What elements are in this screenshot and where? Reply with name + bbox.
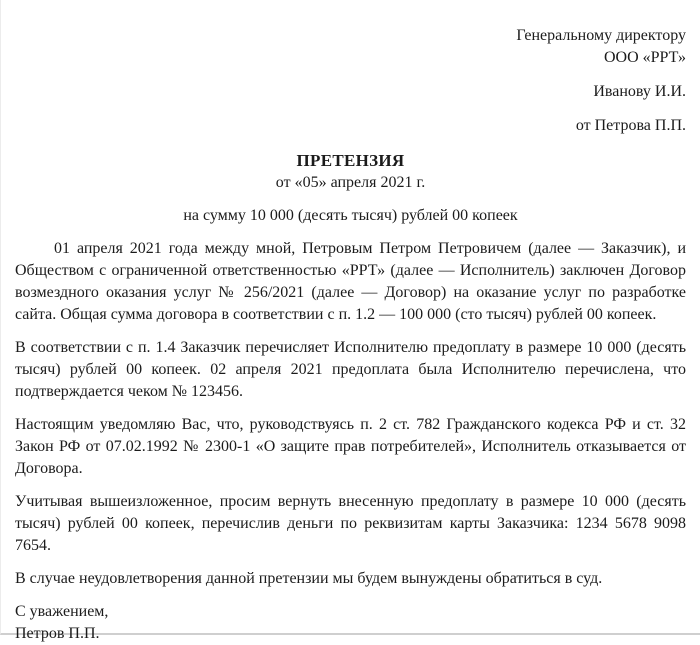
recipient-company-line: ООО «РРТ» <box>603 49 686 66</box>
document-title: ПРЕТЕНЗИЯ <box>296 151 405 170</box>
recipient-block <box>15 25 686 137</box>
claim-amount-line: на сумму 10 000 (десять тысяч) рублей 00 копеек <box>183 207 518 224</box>
body-paragraph: Учитывая вышеизложенное, просим вернуть внесенную предоплату в размере 10 000 (десять тысяч) рублей 00 копеек, перечислив деньги по реквизитам карты Заказчика: 1234 5678 9098 7654. <box>15 493 686 554</box>
body-paragraph: 01 апреля 2021 года между мной, Петровым Петром Петровичем (далее — Заказчик), и Обществом с ограниченной ответственностью «РРТ» (далее — Исполнитель) заключен Договор возмездного оказания услуг № 256/2021 (далее — Договор) на оказание услуг по разработке сайта. Общая сумма договора в соответствии с п. 1.2 — 100 000 (сто тысяч) рублей 00 копеек. <box>15 240 686 323</box>
body-paragraph: В соответствии с п. 1.4 Заказчик перечисляет Исполнителю предоплату в размере 10 000 (десять тысяч) рублей 00 копеек. 02 апреля 2021 предоплата была Исполнителю перечислена, что подтверждается чеком № 123456. <box>15 339 686 400</box>
recipient-addressee-line: Иванову И.И. <box>593 83 686 100</box>
closing-signature-line: Петров П.П. <box>15 625 100 642</box>
title-block <box>15 150 686 194</box>
document-body <box>15 238 686 590</box>
closing-regards-line: С уважением, <box>15 603 109 620</box>
recipient-sender-line: от Петрова П.П. <box>575 117 686 134</box>
document-date-line: от «05» апреля 2021 г. <box>275 174 426 191</box>
body-paragraph: Настоящим уведомляю Вас, что, руководствуясь п. 2 ст. 782 Гражданского кодекса РФ и ст. 32 Закон РФ от 07.02.1992 № 2300-1 «О защите прав потребителей», Исполнитель отказывается от Договора. <box>15 416 686 477</box>
body-paragraph: В случае неудовлетворения данной претензии мы будем вынуждены обратиться в суд. <box>15 570 603 587</box>
closing-block <box>15 601 686 645</box>
recipient-position-line: Генеральному директору <box>516 27 686 44</box>
